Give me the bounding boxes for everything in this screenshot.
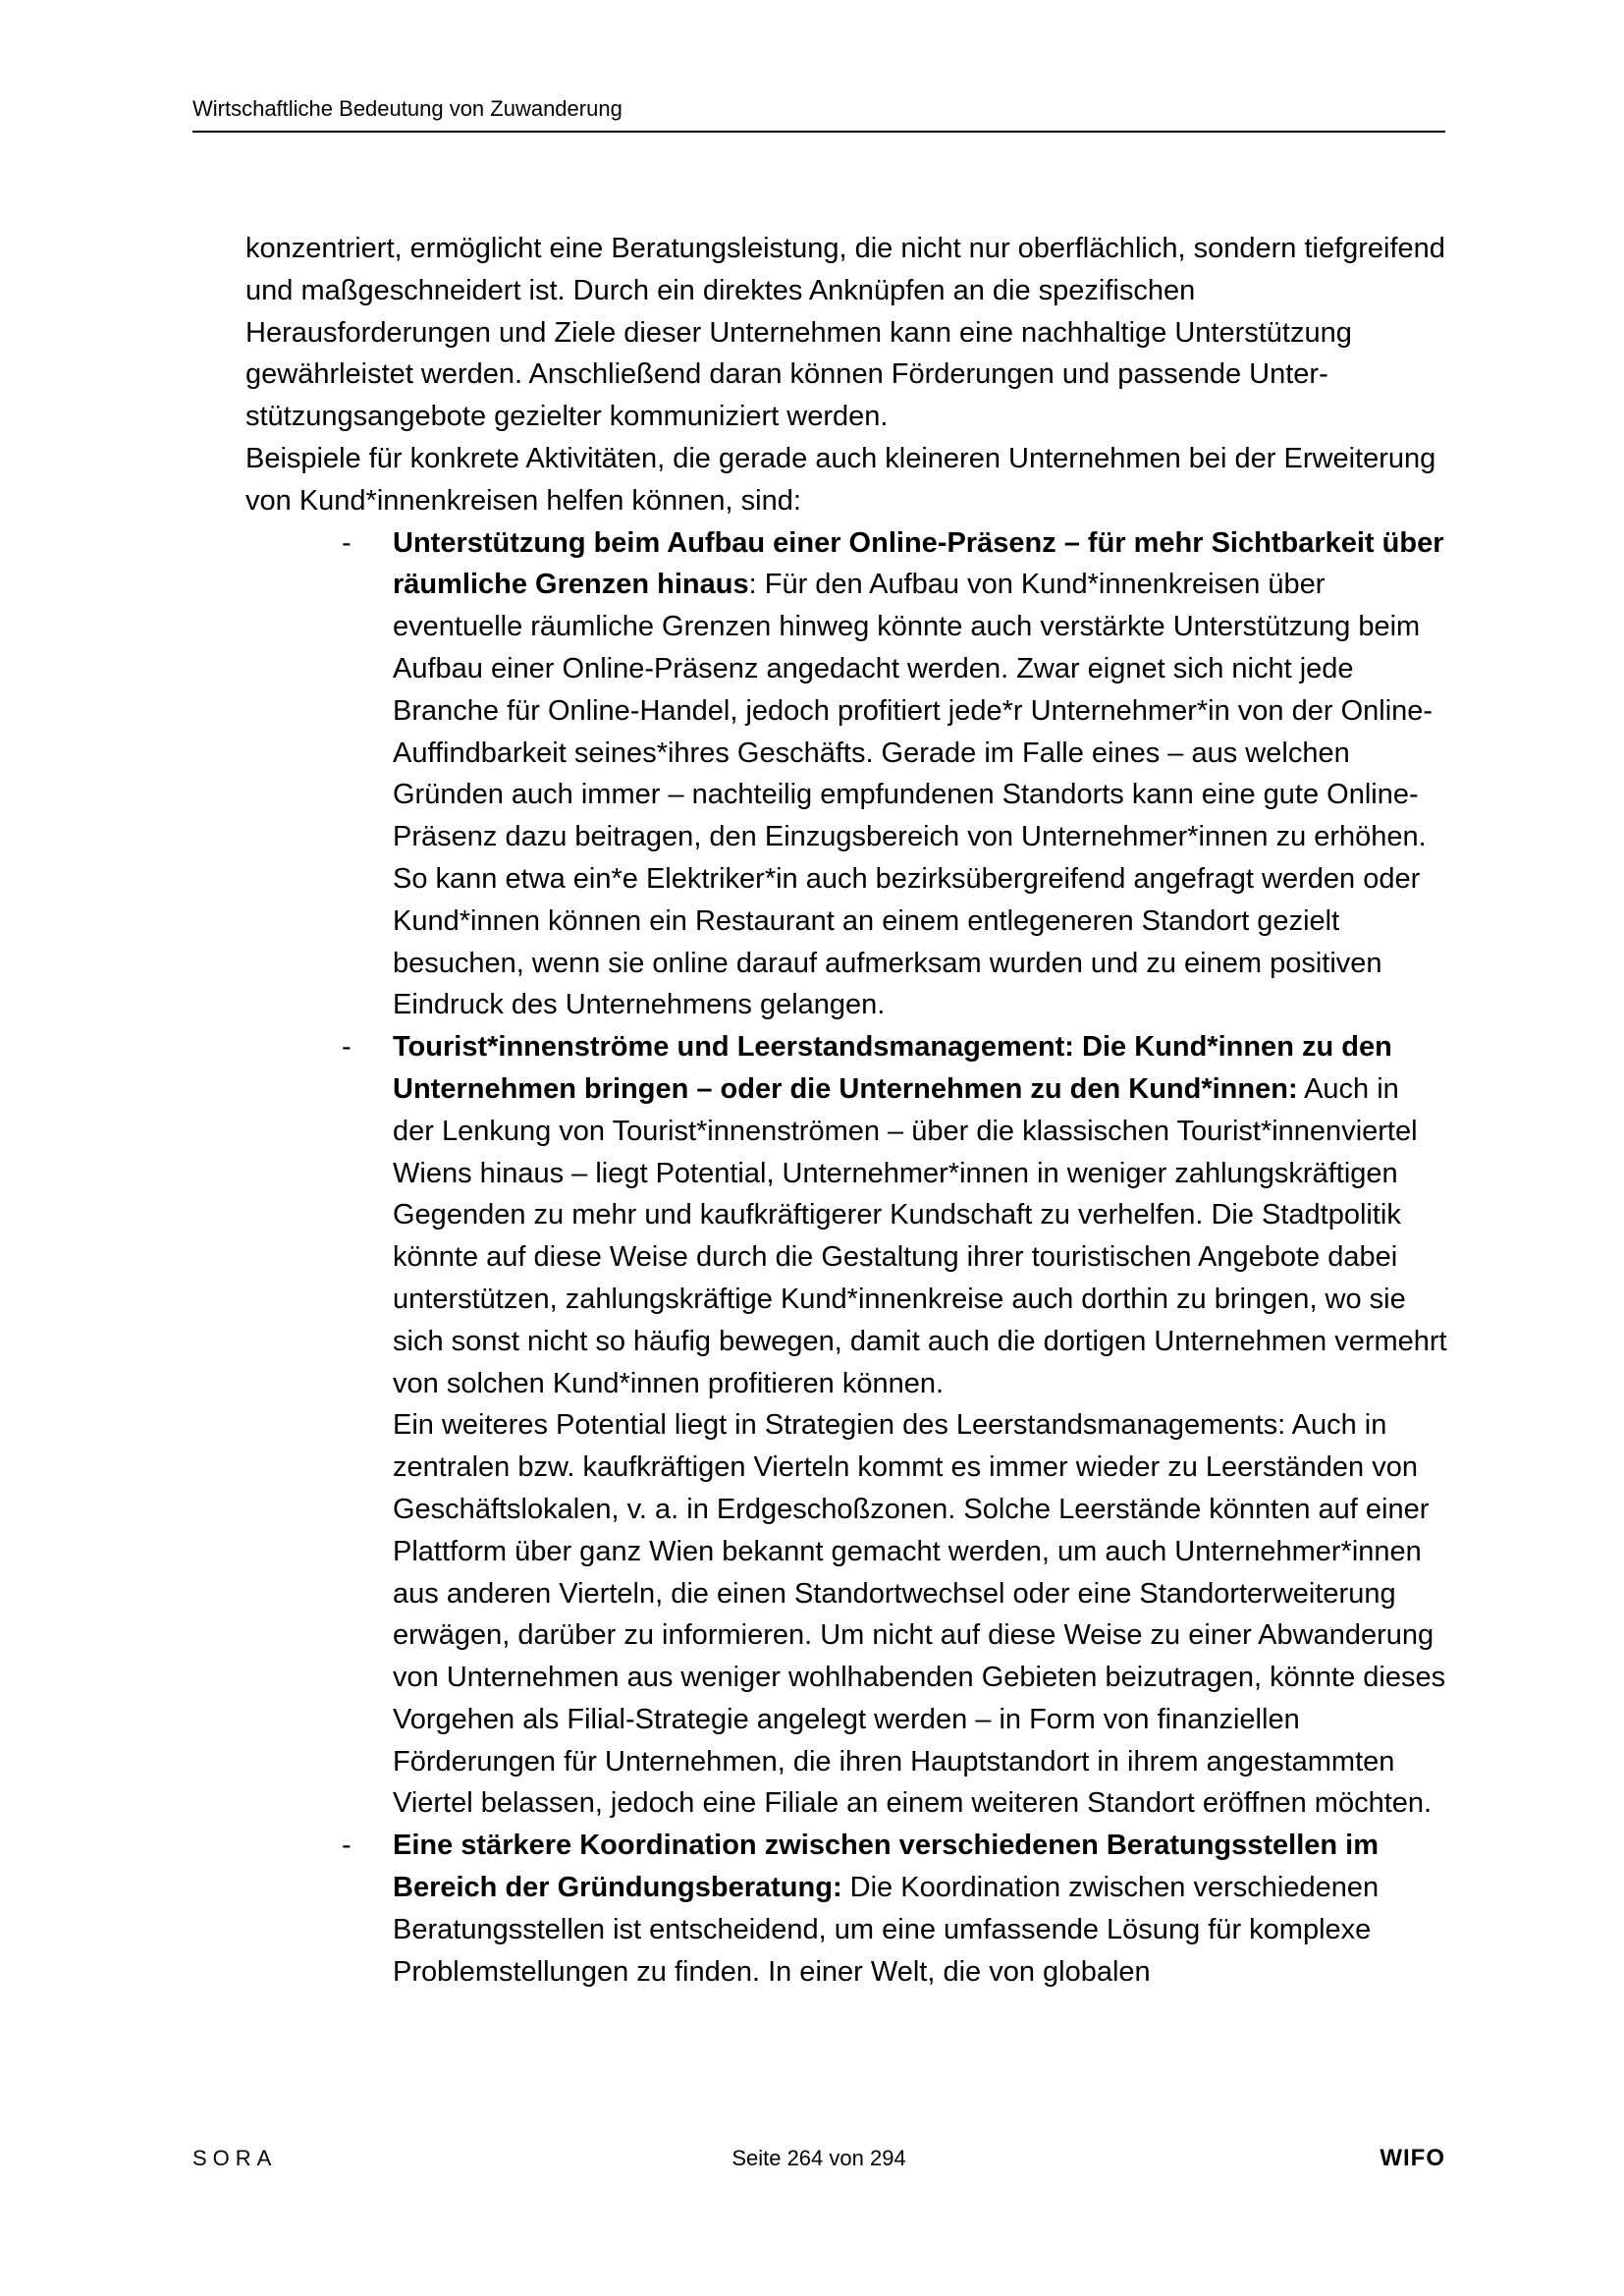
page-footer bbox=[192, 2145, 1445, 2180]
bullet-list bbox=[245, 522, 1447, 1994]
bullet-coordination bbox=[245, 1825, 1447, 1993]
bullet-body bbox=[393, 1825, 1447, 1993]
bullet-text: Die Koordination zwischen verschiedenen Beratungsstellen ist entscheidend, um eine umfassende Lösung für komplexe Problemstellungen zu finden. In einer Welt, die von globalen bbox=[393, 1872, 1380, 1988]
bullet-dash: - bbox=[342, 526, 352, 559]
bullet-text: Auch in der Lenkung von Tourist*innenströmen – über die klassischen Tourist*innenviertel Wiens hinaus – liegt Potential, Unternehmer*innen in weniger zahlungskräftigen Gegenden zu mehr und kaufkräftigerer Kundschaft zu verhelfen. Die Stadtpolitik könnte auf diese Weise durch die Gestaltung ihrer touristischen Angebote dabei unterstützen, zahlungskräftige Kund*innenkreise auch dorthin zu bringen, wo sie sich sonst nicht so häufig bewegen, damit auch die dortigen Unternehmen vermehrt von solchen Kund*innen profitieren können. bbox=[393, 1072, 1447, 1399]
bullet-body bbox=[393, 522, 1447, 1027]
examples-intro: Beispiele für konkrete Aktivitäten, die gerade auch kleineren Unternehmen bei der Erweiterung von Kund*innenkreisen helfen können, sind: bbox=[245, 442, 1436, 517]
bullet-body bbox=[393, 1026, 1447, 1404]
bullet-text: : Für den Aufbau von Kund*innenkreisen über eventuelle räumliche Grenzen hinweg könnte auch verstärkte Unterstützung beim Aufbau einer Online-Präsenz angedacht werden. Zwar eignet sich nicht jede Branche für Online-Handel, jedoch profitiert jede*r Unternehmer*in von der Online-Auffindbarkeit seines*ihres Geschäfts. Gerade im Falle eines – aus welchen Gründen auch immer – nachteilig empfundenen Standorts kann eine gute Online-Präsenz dazu beitragen, den Einzugsbereich von Unternehmer*innen zu erhöhen. So kann etwa ein*e Elektriker*in auch bezirksübergreifend angefragt werden oder Kund*innen können ein Restaurant an einem entlegeneren Standort gezielt besuchen, wenn sie online darauf aufmerksam wurden und zu einem positiven Eindruck des Unternehmens gelangen. bbox=[393, 569, 1434, 1021]
bullet-extra-paragraph: Ein weiteres Potential liegt in Strategien des Leerstandsmanagements: Auch in zentralen bzw. kaufkräftigen Vierteln kommt es immer wieder zu Leerständen von Geschäftslokalen, v. a. in Erdgeschoßzonen. Solche Leerstände könnten auf einer Plattform über ganz Wien bekannt gemacht werden, um auch Unternehmer*innen aus anderen Vierteln, die einen Standortwechsel oder eine Standorterweiterung erwägen, darüber zu informieren. Um nicht auf diese Weise zu einer Abwanderung von Unternehmen aus weniger wohlhabenden Gebieten beizutragen, könnte dieses Vorgehen als Filial-Strategie angelegt werden – in Form von finanziellen Förderungen für Unternehmen, die ihren Hauptstandort in ihrem angestammten Viertel belassen, jedoch eine Filiale an einem weiteren Standort eröffnen möchten. bbox=[393, 1409, 1446, 1820]
bullet-dash: - bbox=[342, 1031, 352, 1064]
bullet-title: Unterstützung beim Aufbau einer Online-Präsenz – für mehr Sichtbarkeit über räumliche Grenzen hinaus bbox=[393, 526, 1444, 601]
footer-wifo-logo: WIFO bbox=[1380, 2145, 1445, 2171]
body-content bbox=[245, 228, 1447, 1993]
bullet-title: Tourist*innenströme und Leerstandsmanagement: Die Kund*innen zu den Unternehmen bringen – oder die Unternehmen zu den Kund*innen: bbox=[393, 1031, 1392, 1105]
intro-paragraph: konzentriert, ermöglicht eine Beratungsleistung, die nicht nur oberflächlich, sondern tiefgreifend und maßgeschneidert ist. Durch ein direktes Anknüpfen an die spezifischen Herausforderungen und Ziele dieser Unternehmen kann eine nachhaltige Unterstützung gewährleistet werden. Anschließend daran können Förderungen und passende Unterstützungsangebote gezielter kommuniziert werden. bbox=[245, 233, 1445, 433]
header-title: Wirtschaftliche Bedeutung von Zuwanderung bbox=[192, 96, 623, 121]
page-header bbox=[192, 96, 1445, 133]
bullet-tourist-flows bbox=[245, 1026, 1447, 1825]
bullet-dash: - bbox=[342, 1830, 352, 1862]
page-number: Seite 264 von 294 bbox=[731, 2146, 906, 2170]
footer-sora-logo: SORA bbox=[192, 2146, 278, 2170]
bullet-title: Eine stärkere Koordination zwischen verschiedenen Beratungsstellen im Bereich der Gründungsberatung: bbox=[393, 1830, 1380, 1904]
bullet-online-presence bbox=[245, 522, 1447, 1027]
